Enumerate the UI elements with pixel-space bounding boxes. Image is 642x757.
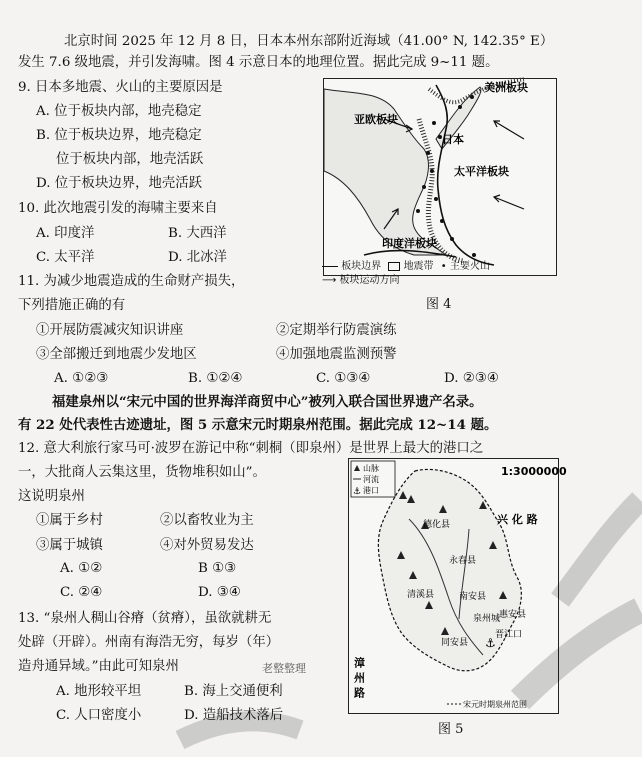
label-american-plate: 美洲板块 xyxy=(484,81,528,94)
legend-volcano: 主要火山 xyxy=(449,261,490,272)
label-indian-plate: 印度洋板块 xyxy=(382,237,437,250)
port-jinjiang: 晋江口 xyxy=(495,630,523,640)
legend-volcano-icon: • xyxy=(440,261,447,272)
watermark-text: 老整整理 xyxy=(262,662,306,675)
intro-line-2: 发生 7.6 级地震，并引发海啸。图 4 示意日本的地理位置。据此完成 9~11 题。 xyxy=(18,55,499,70)
q11-option-d: D. ②③④ xyxy=(444,371,499,386)
q12-item-4: ④对外贸易发达 xyxy=(160,538,254,553)
q9-option-c: 位于板块内部，地壳活跃 xyxy=(56,152,204,167)
q10-option-b: B. 大西洋 xyxy=(168,226,227,241)
q12-option-b: B ①③ xyxy=(198,561,237,576)
q10-option-d: D. 北冰洋 xyxy=(168,250,227,265)
q13-option-b: B. 海上交通便利 xyxy=(184,684,283,699)
legend-boundary: 板块边界 xyxy=(341,261,382,272)
q10-option-a: A. 印度洋 xyxy=(36,226,95,241)
boundary-note: 宋元时期泉州范围 xyxy=(463,700,527,709)
q11-item-1: ①开展防震减灾知识讲座 xyxy=(36,323,184,338)
q12-item-3: ③属于城镇 xyxy=(36,538,103,553)
county-tongan: 同安县 xyxy=(441,638,469,648)
legend-mountain: 山脉 xyxy=(363,464,379,473)
q12-option-a: A. ①② xyxy=(60,561,103,576)
legend-arrow-icon: ⟶ xyxy=(322,275,337,286)
intro-line-1: 北京时间 2025 年 12 月 8 日，日本本州东部附近海域（41.00° N, 142.35° E） xyxy=(64,34,554,49)
q12-item-2: ②以畜牧业为主 xyxy=(160,513,254,528)
figure-5-caption: 图 5 xyxy=(438,722,464,737)
q12-stem-3: 这说明泉州 xyxy=(18,489,85,504)
svg-text:⚓: ⚓ xyxy=(353,487,362,497)
region-xinghua: 兴 化 路 xyxy=(497,513,538,526)
label-pacific-plate: 太平洋板块 xyxy=(454,165,509,178)
q12-item-1: ①属于乡村 xyxy=(36,513,103,528)
legend-seismic: 地震带 xyxy=(403,261,434,272)
q13-option-a: A. 地形较平坦 xyxy=(56,684,142,699)
q12-stem-2: 一，大批商人云集这里，货物堆积如山”。 xyxy=(18,465,266,480)
city-quanzhou: 泉州城 xyxy=(473,614,501,624)
legend-river: 河流 xyxy=(363,475,379,484)
q13-stem-3: 造舟通异域。”由此可知泉州 xyxy=(18,659,179,674)
q9-option-d: D. 位于板块边界，地壳活跃 xyxy=(36,176,203,191)
legend-port: 港口 xyxy=(363,486,379,495)
q9-option-b: B. 位于板块边界，地壳稳定 xyxy=(36,128,202,143)
q13-stem-1: 13. “泉州人稠山谷瘠（贫瘠），虽欲就耕无 xyxy=(18,611,272,626)
county-nanan: 南安县 xyxy=(459,592,487,602)
region-zhangzhou: 漳 州 路 xyxy=(352,657,366,698)
q11-stem-2: 下列措施正确的有 xyxy=(18,298,126,313)
q10-option-c: C. 太平洋 xyxy=(36,250,95,265)
q11-option-b: B. ①②④ xyxy=(188,371,243,386)
q13-stem-2: 处辟（开辟）。州南有海浩无穷，每岁（年） xyxy=(18,635,280,650)
anchor-port-icon: ⚓ xyxy=(485,636,496,650)
county-qingxi: 清溪县 xyxy=(407,590,435,600)
county-yongchun: 永春县 xyxy=(449,556,477,566)
county-huian: 惠安县 xyxy=(499,610,527,620)
q13-option-d: D. 造船技术落后 xyxy=(184,708,284,723)
q12-stem-1: 12. 意大利旅行家马可·波罗在游记中称“刺桐（即泉州）是世界上最大的港口之 xyxy=(18,441,484,456)
label-japan: 日本 xyxy=(442,133,464,146)
q13-option-c: C. 人口密度小 xyxy=(56,708,142,723)
q11-option-a: A. ①②③ xyxy=(54,371,109,386)
label-eurasia-plate: 亚欧板块 xyxy=(354,113,398,126)
legend-motion: 板块运动方向 xyxy=(339,275,400,286)
q11-option-c: C. ①③④ xyxy=(316,371,371,386)
figure-4-caption: 图 4 xyxy=(426,297,452,312)
county-dehua: 德化县 xyxy=(423,520,451,530)
map-scale: 1:3000000 xyxy=(501,465,567,478)
q12-option-d: D. ③④ xyxy=(198,585,241,600)
q11-item-3: ③全部搬迁到地震少发地区 xyxy=(36,347,197,362)
quanzhou-intro-2: 有 22 处代表性古迹遗址，图 5 示意宋元时期泉州范围。据此完成 12~14 题。 xyxy=(18,417,498,433)
q11-stem-1: 11. 为减少地震造成的生命财产损失， xyxy=(18,274,245,289)
q12-option-c: C. ②④ xyxy=(60,585,103,600)
q11-item-4: ④加强地震监测预警 xyxy=(276,347,397,362)
q9-stem: 9. 日本多地震、火山的主要原因是 xyxy=(18,80,223,95)
q11-item-2: ②定期举行防震演练 xyxy=(276,323,397,338)
quanzhou-intro-1: 福建泉州以“宋元中国的世界海洋商贸中心”被列入联合国世界遗产名录。 xyxy=(52,394,483,410)
q10-stem: 10. 此次地震引发的海啸主要来自 xyxy=(18,201,218,216)
q9-option-a: A. 位于板块内部，地壳稳定 xyxy=(36,104,202,119)
